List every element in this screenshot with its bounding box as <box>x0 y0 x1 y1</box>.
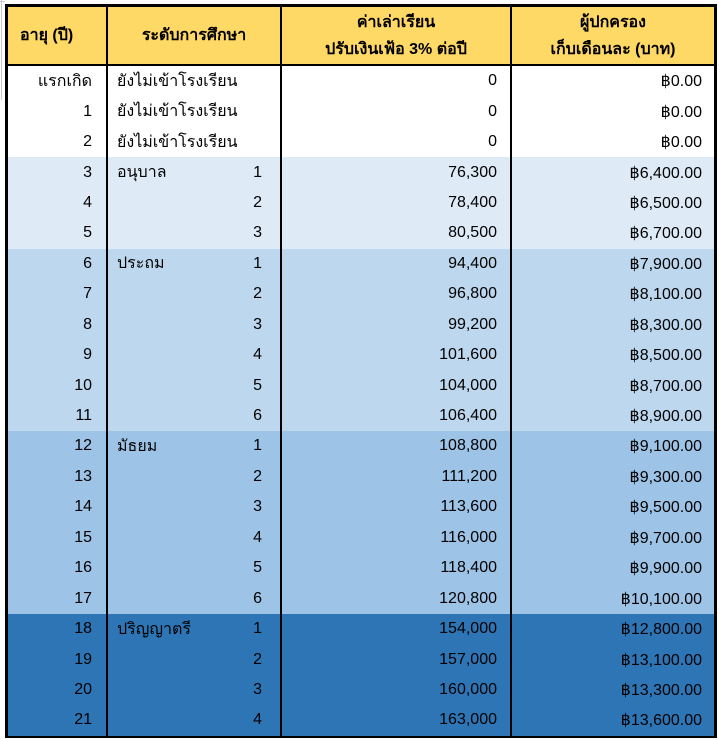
tuition-cell: 0 <box>282 96 512 126</box>
tuition-cell: 120,800 <box>282 583 512 613</box>
table-row <box>8 583 714 613</box>
table-row <box>8 523 714 553</box>
education-year-value: 5 <box>253 559 262 577</box>
table-body <box>8 66 714 736</box>
monthly-saving-cell: ฿13,100.00 <box>620 651 702 669</box>
header-education-level <box>108 7 282 64</box>
header-guardian-line2: เก็บเดือนละ (บาท) <box>550 40 676 58</box>
monthly-saving-cell: ฿13,300.00 <box>620 681 702 699</box>
monthly-saving-cell: ฿6,500.00 <box>629 194 702 212</box>
education-level-cell <box>108 310 282 340</box>
education-level-cell <box>108 675 282 705</box>
education-level-label: ยังไม่เข้าโรงเรียน <box>117 133 238 151</box>
age-cell: 10 <box>8 370 108 400</box>
table-row <box>8 66 714 96</box>
header-tuition-line1: ค่าเล่าเรียน <box>356 13 436 31</box>
education-level-cell <box>108 218 282 248</box>
education-level-cell <box>108 249 282 279</box>
education-year-value: 2 <box>253 650 262 668</box>
education-year-value: 1 <box>253 163 262 181</box>
tuition-cell: 99,200 <box>282 310 512 340</box>
age-cell: 21 <box>8 705 108 735</box>
monthly-saving-cell: ฿10,100.00 <box>620 590 702 608</box>
tuition-cell: 118,400 <box>282 553 512 583</box>
education-year-value: 1 <box>253 437 262 455</box>
education-year-value: 2 <box>253 285 262 303</box>
table-row <box>8 492 714 522</box>
table-header-row <box>8 7 714 66</box>
education-level-cell <box>108 127 282 157</box>
table-row <box>8 462 714 492</box>
monthly-saving-cell: ฿8,900.00 <box>629 408 702 426</box>
monthly-saving-cell: ฿9,900.00 <box>629 560 702 578</box>
education-level-cell <box>108 370 282 400</box>
education-year-value: 3 <box>253 224 262 242</box>
age-cell: 1 <box>8 96 108 126</box>
education-year-value: 1 <box>253 254 262 272</box>
table-row <box>8 218 714 248</box>
table-row <box>8 705 714 735</box>
tuition-cell: 0 <box>282 66 512 96</box>
age-cell: 14 <box>8 492 108 522</box>
table-row <box>8 188 714 218</box>
education-level-cell <box>108 492 282 522</box>
table-row <box>8 279 714 309</box>
monthly-saving-cell: ฿7,900.00 <box>629 255 702 273</box>
age-cell: 11 <box>8 401 108 431</box>
age-cell: 15 <box>8 523 108 553</box>
table-row <box>8 401 714 431</box>
education-year-value: 5 <box>253 376 262 394</box>
table-row <box>8 675 714 705</box>
header-age-label: อายุ (ปี) <box>20 27 74 44</box>
spreadsheet-gridline-vertical <box>1 0 2 100</box>
header-tuition-line2: ปรับเงินเฟ้อ 3% ต่อปี <box>325 40 467 58</box>
tuition-cell: 80,500 <box>282 218 512 248</box>
monthly-saving-cell: ฿6,400.00 <box>629 164 702 182</box>
monthly-saving-cell: ฿0.00 <box>660 103 702 121</box>
tuition-cell: 116,000 <box>282 523 512 553</box>
education-level-label: ยังไม่เข้าโรงเรียน <box>117 72 238 90</box>
education-level-label: มัธยม <box>117 437 158 455</box>
age-cell: 2 <box>8 127 108 157</box>
monthly-saving-cell: ฿12,800.00 <box>620 621 702 639</box>
monthly-saving-cell: ฿9,500.00 <box>629 499 702 517</box>
age-cell: 12 <box>8 431 108 461</box>
table-row <box>8 370 714 400</box>
table-row <box>8 96 714 126</box>
education-level-cell <box>108 279 282 309</box>
education-level-label: อนุบาล <box>117 164 167 182</box>
tuition-cell: 157,000 <box>282 644 512 674</box>
table-row <box>8 644 714 674</box>
education-level-cell <box>108 462 282 492</box>
header-age <box>8 7 108 64</box>
monthly-saving-cell: ฿0.00 <box>660 134 702 152</box>
monthly-saving-cell: ฿8,300.00 <box>629 316 702 334</box>
education-year-value: 2 <box>253 467 262 485</box>
table-row <box>8 340 714 370</box>
header-education-label: ระดับการศึกษา <box>141 27 247 44</box>
education-level-cell <box>108 553 282 583</box>
tuition-cell: 96,800 <box>282 279 512 309</box>
education-cost-table <box>5 4 717 738</box>
age-cell: แรกเกิด <box>8 66 108 96</box>
tuition-cell: 106,400 <box>282 401 512 431</box>
tuition-cell: 76,300 <box>282 157 512 187</box>
monthly-saving-cell: ฿9,700.00 <box>629 529 702 547</box>
education-year-value: 2 <box>253 193 262 211</box>
education-year-value: 6 <box>253 589 262 607</box>
table-row <box>8 614 714 644</box>
education-level-cell <box>108 644 282 674</box>
table-row <box>8 127 714 157</box>
tuition-cell: 104,000 <box>282 370 512 400</box>
age-cell: 9 <box>8 340 108 370</box>
education-year-value: 3 <box>253 315 262 333</box>
education-level-cell <box>108 705 282 735</box>
education-year-value: 4 <box>253 346 262 364</box>
monthly-saving-cell: ฿9,300.00 <box>629 468 702 486</box>
age-cell: 19 <box>8 644 108 674</box>
education-level-cell <box>108 614 282 644</box>
education-year-value: 3 <box>253 680 262 698</box>
monthly-saving-cell: ฿13,600.00 <box>620 712 702 730</box>
tuition-cell: 108,800 <box>282 431 512 461</box>
education-level-cell <box>108 96 282 126</box>
monthly-saving-cell: ฿8,100.00 <box>629 286 702 304</box>
education-year-value: 6 <box>253 407 262 425</box>
education-level-cell <box>108 431 282 461</box>
age-cell: 5 <box>8 218 108 248</box>
header-guardian-monthly <box>512 7 714 64</box>
age-cell: 20 <box>8 675 108 705</box>
monthly-saving-cell: ฿8,500.00 <box>629 347 702 365</box>
education-level-label: ยังไม่เข้าโรงเรียน <box>117 103 238 121</box>
tuition-cell: 78,400 <box>282 188 512 218</box>
tuition-cell: 113,600 <box>282 492 512 522</box>
monthly-saving-cell: ฿8,700.00 <box>629 377 702 395</box>
education-year-value: 4 <box>253 528 262 546</box>
table-row <box>8 157 714 187</box>
tuition-cell: 111,200 <box>282 462 512 492</box>
tuition-cell: 163,000 <box>282 705 512 735</box>
education-level-label: ปริญญาตรี <box>117 620 191 638</box>
age-cell: 3 <box>8 157 108 187</box>
education-year-value: 3 <box>253 498 262 516</box>
header-guardian-line1: ผู้ปกครอง <box>580 13 646 31</box>
table-row <box>8 553 714 583</box>
age-cell: 16 <box>8 553 108 583</box>
monthly-saving-cell: ฿9,100.00 <box>629 438 702 456</box>
age-cell: 18 <box>8 614 108 644</box>
monthly-saving-cell: ฿6,700.00 <box>629 225 702 243</box>
age-cell: 8 <box>8 310 108 340</box>
education-level-cell <box>108 340 282 370</box>
tuition-cell: 101,600 <box>282 340 512 370</box>
age-cell: 13 <box>8 462 108 492</box>
table-row <box>8 249 714 279</box>
spreadsheet-gridline-horizontal <box>0 1 5 2</box>
age-cell: 7 <box>8 279 108 309</box>
education-level-cell <box>108 523 282 553</box>
age-cell: 6 <box>8 249 108 279</box>
tuition-cell: 160,000 <box>282 675 512 705</box>
tuition-cell: 94,400 <box>282 249 512 279</box>
age-cell: 17 <box>8 583 108 613</box>
education-year-value: 1 <box>253 620 262 638</box>
education-level-label: ประถม <box>117 255 165 273</box>
tuition-cell: 154,000 <box>282 614 512 644</box>
tuition-cell: 0 <box>282 127 512 157</box>
education-level-cell <box>108 583 282 613</box>
age-cell: 4 <box>8 188 108 218</box>
education-year-value: 4 <box>253 711 262 729</box>
monthly-saving-cell: ฿0.00 <box>660 73 702 91</box>
education-level-cell <box>108 66 282 96</box>
education-level-cell <box>108 157 282 187</box>
header-tuition <box>282 7 512 64</box>
education-level-cell <box>108 401 282 431</box>
table-row <box>8 310 714 340</box>
education-level-cell <box>108 188 282 218</box>
table-row <box>8 431 714 461</box>
